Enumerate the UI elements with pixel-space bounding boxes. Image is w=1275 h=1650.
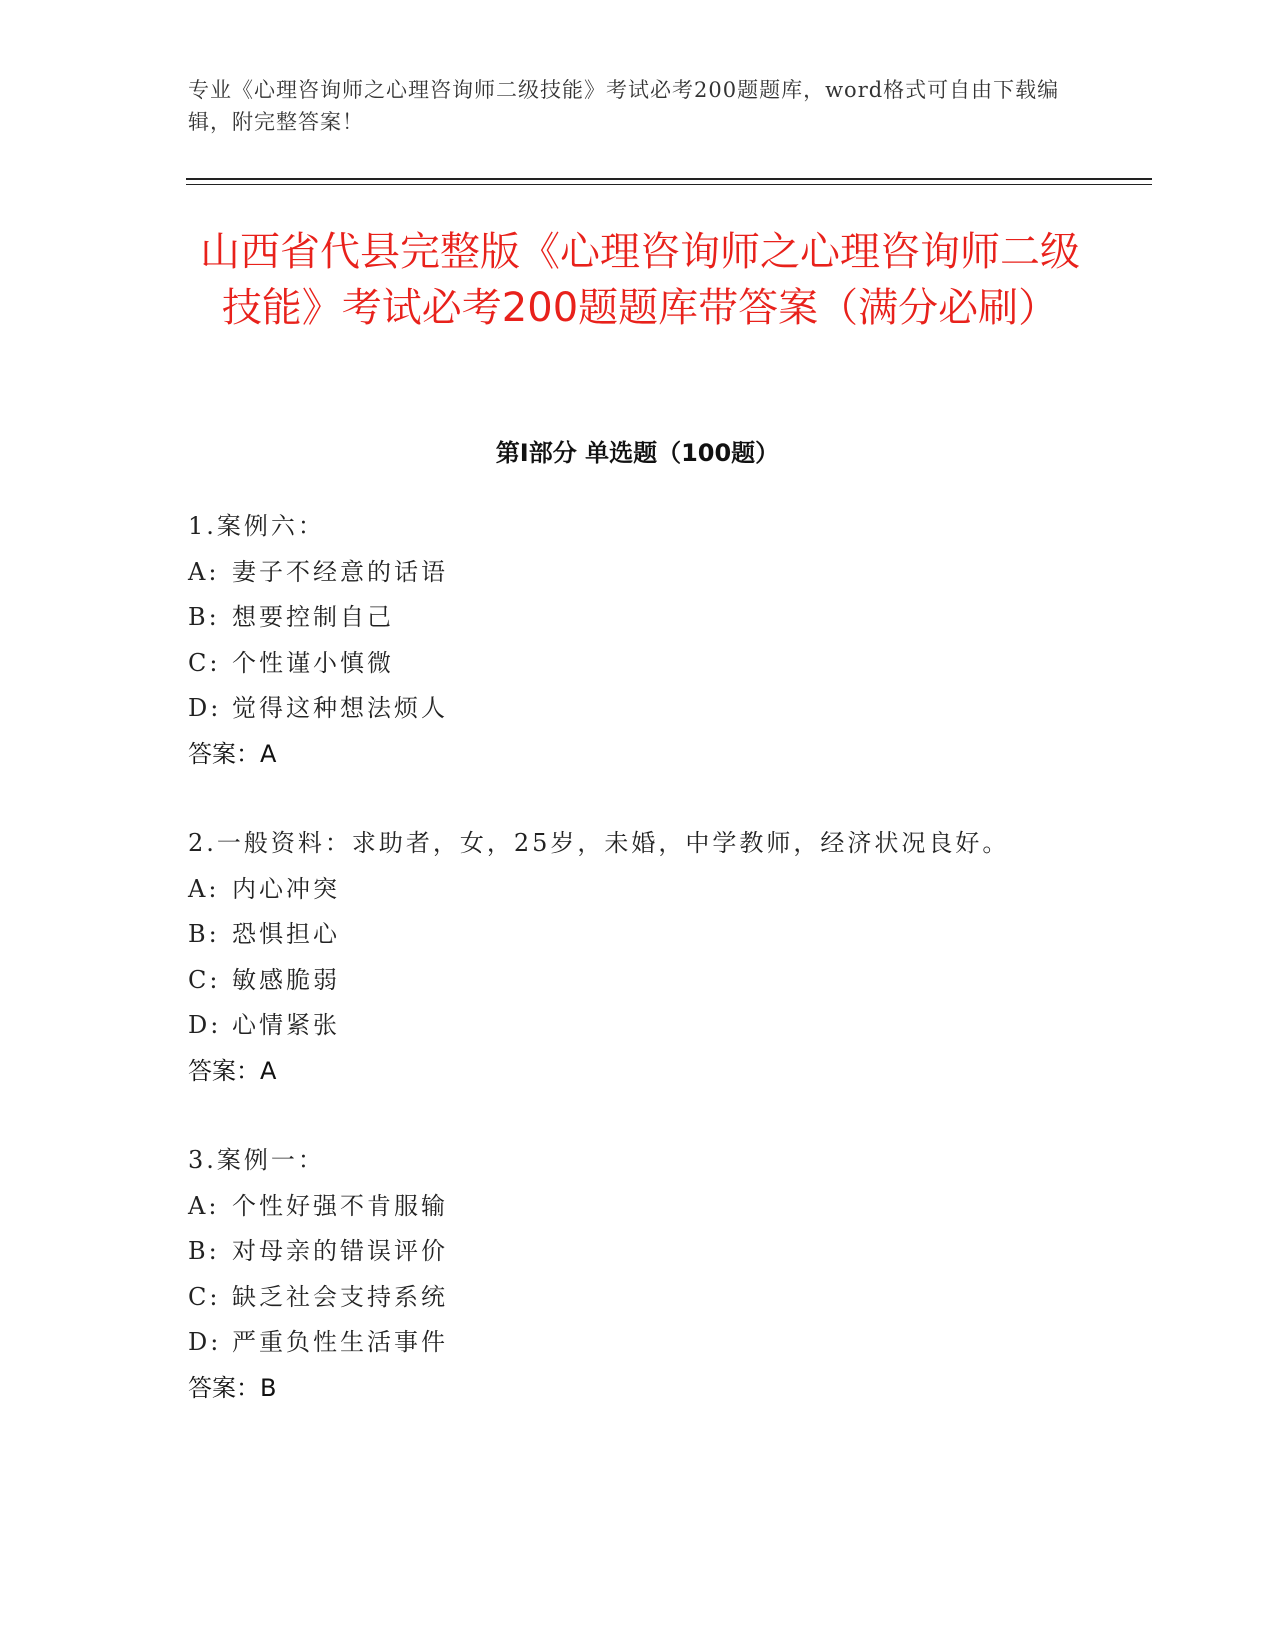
option-text: 觉得这种想法烦人 <box>232 694 448 722</box>
option-b <box>188 595 1128 641</box>
question-stem: 2.一般资料：求助者，女，25岁，未婚，中学教师，经济状况良好。 <box>188 829 1010 857</box>
option-a <box>188 1184 1128 1230</box>
option-key: C: <box>188 1282 221 1311</box>
option-text: 对母亲的错误评价 <box>232 1237 448 1265</box>
header-rule-thick <box>186 178 1152 180</box>
option-text: 妻子不经意的话语 <box>232 557 448 586</box>
option-b <box>188 912 1128 958</box>
option-c <box>188 1275 1128 1321</box>
option-a <box>188 550 1128 596</box>
document-title: 山西省代县完整版《心理咨询师之心理咨询师二级技能》考试必考200题题库带答案（满分必刷） <box>200 229 1080 331</box>
option-key: D: <box>188 1011 222 1039</box>
option-text: 缺乏社会支持系统 <box>232 1282 448 1311</box>
option-d <box>188 1320 1128 1366</box>
option-c <box>188 958 1128 1004</box>
option-key: A: <box>188 874 220 903</box>
option-text: 心情紧张 <box>232 1011 340 1039</box>
header-note: 专业《心理咨询师之心理咨询师二级技能》考试必考200题题库，word格式可自由下载编辑，附完整答案！ <box>188 78 1060 134</box>
option-text: 个性好强不肯服输 <box>232 1191 448 1220</box>
option-c <box>188 641 1128 687</box>
option-key: C: <box>188 648 221 677</box>
option-text: 个性谨小慎微 <box>232 648 394 677</box>
option-key: A: <box>188 557 220 586</box>
option-text: 恐惧担心 <box>232 920 340 948</box>
option-key: C: <box>188 965 221 994</box>
option-key: A: <box>188 1191 220 1220</box>
question-item <box>188 1138 1128 1411</box>
option-key: B: <box>188 603 220 631</box>
answer-line: 答案：B <box>188 1373 277 1402</box>
section-title: 第I部分 单选题（100题） <box>495 439 780 467</box>
option-d <box>188 686 1128 732</box>
question-item <box>188 504 1128 777</box>
option-b <box>188 1229 1128 1275</box>
option-text: 严重负性生活事件 <box>232 1328 448 1356</box>
option-key: D: <box>188 1328 222 1356</box>
question-stem: 1.案例六： <box>188 512 325 540</box>
header-rule-thin <box>186 184 1152 185</box>
option-d <box>188 1003 1128 1049</box>
answer-line: 答案：A <box>188 1056 277 1085</box>
option-key: D: <box>188 694 222 722</box>
option-text: 内心冲突 <box>232 874 340 903</box>
option-a <box>188 867 1128 913</box>
answer-line: 答案：A <box>188 739 277 768</box>
question-stem: 3.案例一： <box>188 1146 325 1174</box>
option-text: 敏感脆弱 <box>232 965 340 994</box>
option-key: B: <box>188 1237 220 1265</box>
option-key: B: <box>188 920 220 948</box>
option-text: 想要控制自己 <box>232 603 394 631</box>
question-item <box>188 821 1128 1094</box>
